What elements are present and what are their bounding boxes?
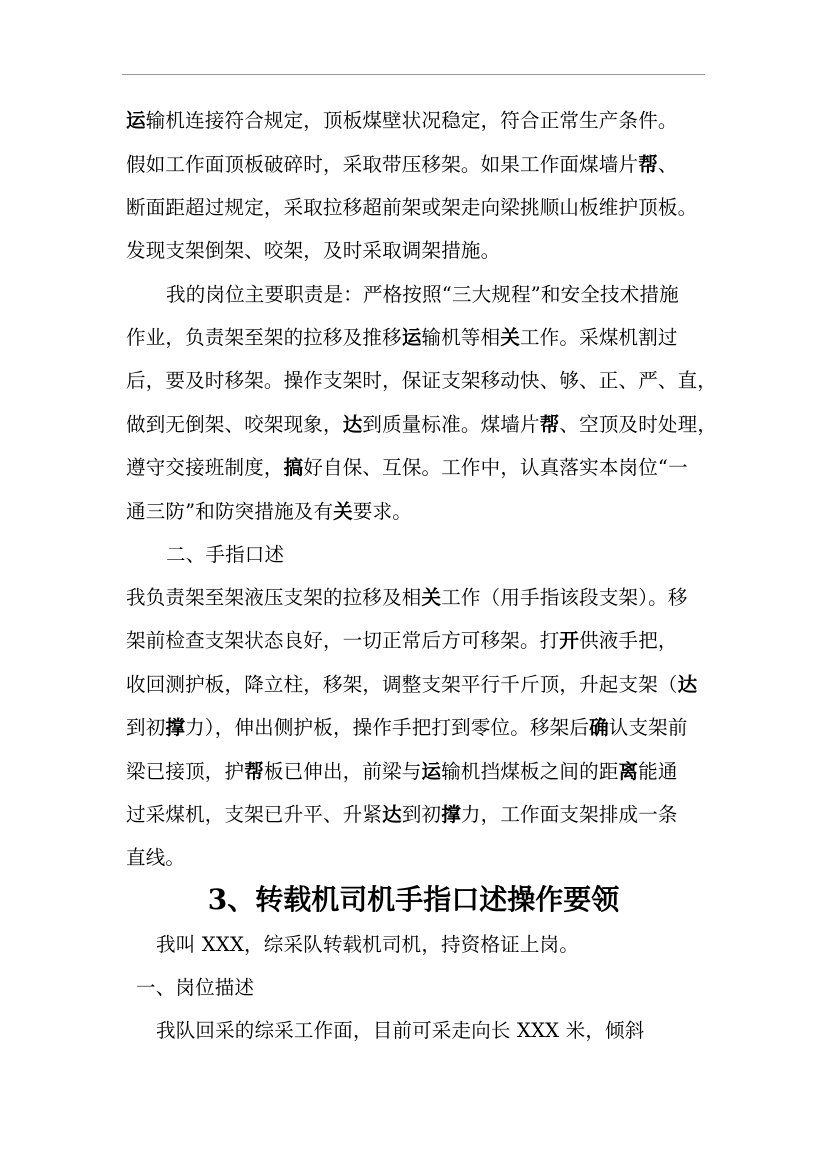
- text-line: 后，要及时移架。操作支架时，保证支架移动快、够、正、严、直，: [126, 369, 718, 392]
- text-line: 做到无倒架、咬架现象，达到质量标准。煤墙片帮、空顶及时处理，: [126, 413, 718, 436]
- header-rule: [122, 74, 705, 75]
- text-line: 梁已接顶，护帮板已伸出，前梁与运输机挡煤板之间的距离能通: [126, 760, 678, 783]
- text-line: 断面距超过规定，采取拉移超前架或架走向梁挑顺山板维护顶板。: [126, 196, 698, 219]
- text-line: 发现支架倒架、咬架，及时采取调架措施。: [126, 239, 501, 262]
- text-line: 运输机连接符合规定，顶板煤壁状况稳定，符合正常生产条件。: [126, 109, 678, 132]
- text-line: 我队回采的综采工作面，目前可采走向长 XXX 米，倾斜: [156, 1019, 645, 1042]
- section-two-title: 二、手指口述: [166, 543, 285, 566]
- chapter-heading: 3、转载机司机手指口述操作要领: [207, 883, 620, 916]
- text-line: 我的岗位主要职责是：严格按照“三大规程”和安全技术措施: [166, 283, 679, 306]
- text-line: 到初撑力），伸出侧护板，操作手把打到零位。移架后确认支架前: [126, 716, 688, 739]
- text-line: 假如工作面顶板破碎时，采取带压移架。如果工作面煤墙片帮、: [126, 153, 678, 176]
- text-line: 遵守交接班制度，搞好自保、互保。工作中，认真落实本岗位“一: [126, 456, 688, 479]
- text-line: 过采煤机，支架已升平、升紧达到初撑力，工作面支架排成一条: [126, 803, 678, 826]
- section-one-title: 一、岗位描述: [136, 976, 255, 999]
- text-line: 直线。: [126, 846, 186, 869]
- intro-line: 我叫 XXX，综采队转载机司机，持资格证上岗。: [156, 933, 579, 956]
- text-line: 收回测护板，降立柱，移架，调整支架平行千斤顶，升起支架（达: [126, 673, 698, 696]
- text-line: 我负责架至架液压支架的拉移及相关工作（用手指该段支架）。移: [126, 586, 688, 609]
- text-line: 作业，负责架至架的拉移及推移运输机等相关工作。采煤机割过: [126, 326, 678, 349]
- text-line: 架前检查支架状态良好，一切正常后方可移架。打开供液手把，: [126, 629, 678, 652]
- text-line: 通三防”和防突措施及有关要求。: [126, 500, 412, 523]
